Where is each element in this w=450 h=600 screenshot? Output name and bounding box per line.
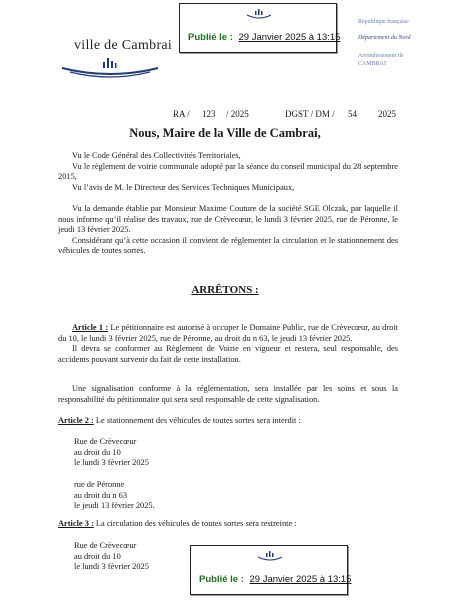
arretons-heading: ARRÊTONS :	[191, 284, 259, 296]
stamp-date: 29 Janvier 2025 à 13:15	[238, 32, 341, 43]
article-3-text: La circulation des véhicules de toutes sortes sera restreinte :	[95, 519, 297, 528]
vu-section	[58, 151, 398, 193]
request-section	[58, 204, 398, 257]
header-republic: République française	[358, 19, 409, 25]
vu-item: Vu le règlement de voirie communale adopté par la séance du conseil municipal du 28 septembre 2015,	[58, 161, 398, 181]
ref-dgst-year: 2025	[378, 109, 396, 119]
article-1-label: Article 1 :	[72, 323, 109, 332]
article-2-location-1: Rue de Crèvecœur au droit du 10 le lundi 3 février 2025	[74, 437, 149, 467]
stamp-logo-icon	[246, 9, 272, 21]
stamp-label: Publié le :	[188, 32, 233, 43]
vu-item: Vu l’avis de M. le Directeur des Services Techniques Municipaux,	[72, 182, 295, 192]
article-3-label: Article 3 :	[58, 519, 94, 528]
header-department: Département du Nord	[358, 35, 411, 41]
request-paragraph: Vu la demande établie par Monsieur Maxime Couture de la société SGE Olczak, par laquelle il nous informe qu’il réalise des travaux, rue de Crèvecœur, le lundi 3 février 2025, rue de Péronne, le jeudi 13 février 2025.	[58, 204, 398, 234]
stamp-logo-icon	[257, 551, 283, 563]
ref-ra-year: / 2025	[226, 109, 249, 119]
decree-title: Nous, Maire de la Ville de Cambrai,	[129, 126, 321, 140]
ref-ra-label: RA /	[173, 109, 190, 119]
stamp-date: 29 Janvier 2025 à 13:15	[249, 574, 352, 585]
article-1-responsibility: Il devra se conformer au Règlement de Voirie en vigueur et restera, seul responsable, des accidents pouvant survenir du fait de cette installation.	[58, 344, 398, 364]
header-arrondissement: Arrondissement de CAMBRAI	[358, 53, 404, 67]
article-1	[58, 323, 398, 365]
ref-dgst-label: DGST / DM /	[285, 109, 335, 119]
article-3-location-1: Rue de Crèvecœur au droit du 10 le lundi 3 février 2025	[74, 541, 149, 571]
stamp-label: Publié le :	[199, 574, 244, 585]
city-logo-text: ville de Cambrai	[74, 38, 173, 53]
article-2	[58, 416, 398, 427]
article-3	[58, 519, 398, 530]
city-logo-icon	[60, 58, 160, 80]
publication-stamp-bottom	[190, 545, 352, 595]
article-1-signage: Une signalisation conforme à la réglementation, sera installée par les soins et sous la responsabilité du pétitionnaire qui sera seul responsable de cette signalisation.	[58, 384, 398, 404]
vu-item: Vu le Code Général des Collectivités Territoriales,	[72, 151, 241, 160]
article-2-label: Article 2 :	[58, 416, 94, 425]
ref-ra-number: 123	[202, 109, 216, 119]
considering-paragraph: Considérant qu’à cette occasion il convient de réglementer la circulation et le stationnement des véhicules de toutes sortes.	[58, 235, 398, 255]
publication-stamp-top	[179, 3, 341, 53]
article-1-text: Le pétitionnaire est autorisé à occuper le Domaine Public, rue de Crèvecœur, au droit du 10, le lundi 3 février 2025, rue de Péronne, au droit du n 63, le jeudi 13 février 2025.	[58, 323, 398, 343]
ref-dgst-number: 54	[348, 109, 357, 119]
article-2-location-2: rue de Péronne au droit du n 63 le jeudi 13 février 2025.	[74, 480, 155, 510]
article-2-text: Le stationnement des véhicules de toutes sortes sera interdit :	[95, 416, 301, 425]
